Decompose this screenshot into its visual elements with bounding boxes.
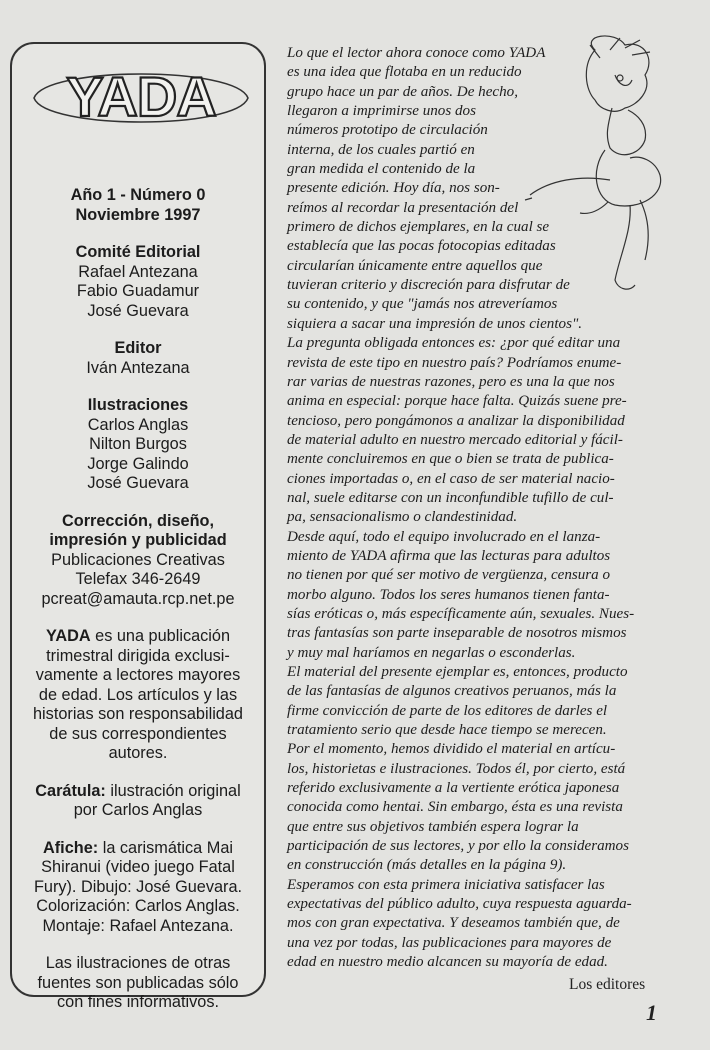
about-line: de edad. Los artículos y las — [38, 685, 238, 704]
editorial-line: y muy mal haríamos en negarlas o esconderlas. — [287, 644, 576, 661]
illustrator-name: José Guevara — [87, 474, 189, 492]
editorial-line: morbo alguno. Todos los seres humanos tienen fanta- — [287, 586, 610, 603]
credits-content — [20, 136, 256, 1031]
page-number: 1 — [646, 1000, 657, 1025]
editorial-line: mente concluiremos en que o bien se trata de publica- — [287, 451, 614, 468]
cover-line: ilustración original — [105, 781, 241, 800]
editorial-line: nal, suele editarse con un inconfundible tufillo de cul- — [287, 489, 614, 506]
disclaimer-line: con fines informativos. — [57, 993, 219, 1011]
editorial-line: sías eróticas o, más específicamente aún, sexuales. Nues- — [287, 605, 635, 622]
production-email: pcreat@amauta.rcp.net.pe — [41, 589, 235, 608]
about-bold: YADA — [45, 627, 91, 645]
editorial-line: una vez por todas, las publicaciones para mayores de — [287, 934, 612, 951]
committee-name: Fabio Guadamur — [76, 282, 200, 300]
editorial-line: llegaron a imprimirse unos dos — [287, 103, 476, 120]
production-section — [20, 512, 256, 610]
cover-line: por Carlos Anglas — [73, 801, 203, 819]
about-section — [20, 627, 256, 764]
editorial-line: ciones importadas o, en el caso de ser material nacio- — [287, 470, 615, 487]
cover-section — [20, 782, 256, 821]
cover-bold: Carátula: — [35, 781, 106, 800]
about-line: trimestral dirigida exclusi- — [46, 646, 230, 665]
issue-date: Noviembre 1997 — [75, 205, 201, 224]
editorial-line: reímos al recordar la presentación del — [287, 199, 519, 216]
editorial-paragraph — [287, 663, 697, 740]
illustrators-section — [20, 396, 256, 494]
illustrators-title: Ilustraciones — [87, 396, 189, 414]
illustrator-name: Jorge Galindo — [87, 454, 189, 473]
editorial-line: miento de YADA afirma que las lecturas para adultos — [287, 547, 611, 564]
editorial-line: gran medida el contenido de la — [287, 161, 476, 178]
about-line: autores. — [108, 744, 168, 762]
committee-name: José Guevara — [87, 301, 189, 320]
disclaimer-section — [20, 954, 256, 1013]
editor-title: Editor — [114, 339, 162, 357]
credits-sidebar — [10, 42, 266, 1011]
poster-line: Montaje: Rafael Antezana. — [42, 916, 234, 935]
editorial-line: circularían únicamente entre aquellos que — [287, 257, 543, 274]
about-line: historias son responsabilidad — [33, 705, 243, 723]
editorial-line: pa, sensacionalismo o clandestinidad. — [287, 509, 518, 526]
poster-line: la carismática Mai — [98, 838, 233, 857]
editorial-line: interna, de los cuales partió en — [287, 141, 475, 158]
poster-line: Colorización: Carlos Anglas. — [36, 897, 240, 915]
editorial-line: Por el momento, hemos dividido el material en artícu- — [287, 741, 616, 758]
editorial-line: no tienen por qué ser motivo de vergüenza, censura o — [287, 567, 611, 584]
disclaimer-line: fuentes son publicadas sólo — [37, 973, 239, 992]
editorial-line: de material adulto en nuestro mercado editorial y fácil- — [287, 431, 623, 448]
editorial-signature: Los editores — [569, 976, 646, 993]
editorial-line: Lo que el lector ahora conoce como YADA — [287, 45, 546, 61]
production-title: Corrección, diseño, — [62, 511, 214, 530]
production-title: impresión y publicidad — [49, 531, 227, 549]
editorial-line: revista de este tipo en nuestro país? Podríamos enume- — [287, 354, 622, 371]
editorial-paragraph — [287, 528, 697, 663]
editorial-paragraph — [287, 334, 697, 527]
editorial-line: expectativas del público adulto, cuya respuesta aguarda- — [287, 896, 632, 913]
editorial-line: en construcción (más detalles en la página 9). — [287, 857, 567, 874]
editorial-line: anima en especial: porque hace falta. Quizás suene pre- — [287, 393, 627, 410]
editorial-line: mos con gran expectativa. Y deseamos también que, de — [287, 915, 620, 932]
editorial-line: El material del presente ejemplar es, entonces, producto — [287, 664, 628, 680]
poster-line: Fury). Dibujo: José Guevara. — [33, 877, 243, 896]
editorial-paragraph — [287, 740, 697, 875]
about-line: vamente a lectores mayores — [35, 666, 241, 684]
editorial-paragraph — [287, 876, 697, 973]
editorial-line: tratamiento serio que desde hace tiempo se merecen. — [287, 722, 607, 739]
editorial-line: referido exclusivamente a la vertiente erótica japonesa — [287, 780, 620, 797]
editorial-line: edad en nuestro medio alcancen su mayoría de edad. — [287, 954, 608, 971]
editorial-line: rar varias de nuestras razones, pero es una la que nos — [287, 373, 615, 390]
editor-section — [20, 339, 256, 378]
editorial-committee — [20, 243, 256, 321]
production-phone: Telefax 346-2649 — [75, 570, 201, 588]
issue-info — [20, 186, 256, 225]
logo-text: YADA — [66, 65, 216, 128]
committee-name: Rafael Antezana — [78, 262, 198, 281]
editorial-line: tencioso, pero pongámonos a analizar la disponibilidad — [287, 412, 625, 429]
issue-number: Año 1 - Número 0 — [70, 186, 206, 204]
about-line: es una publicación — [90, 627, 231, 645]
committee-title: Comité Editorial — [75, 243, 201, 261]
editorial-line: Desde aquí, todo el equipo involucrado en el lanza- — [287, 528, 601, 545]
editorial-line: grupo hace un par de años. De hecho, — [287, 83, 518, 100]
editorial-line: participación de sus lectores, y por ello la consideramos — [287, 838, 629, 855]
editorial-line: tuvieran criterio y discreción para disfrutar de — [287, 277, 570, 294]
illustration-anime-girl — [520, 30, 670, 315]
editor-name: Iván Antezana — [86, 358, 190, 377]
editorial-line: tras fantasías son parte inseparable de nosotros mismos — [287, 625, 627, 642]
editorial-line: su contenido, y que "jamás nos atreveríamos — [287, 296, 558, 313]
editorial-line: establecía que las pocas fotocopias editadas — [287, 238, 556, 255]
editorial-line: presente edición. Hoy día, nos son- — [287, 180, 500, 197]
editorial-line: primero de dichos ejemplares, en la cual se — [287, 219, 550, 236]
production-company: Publicaciones Creativas — [51, 550, 225, 569]
editorial-line: conocida como hentai. Sin embargo, ésta es una revista — [287, 799, 623, 816]
poster-bold: Afiche: — [43, 838, 99, 857]
editorial-line: es una idea que flotaba en un reducido — [287, 64, 522, 81]
illustrator-name: Carlos Anglas — [87, 415, 189, 434]
poster-section — [20, 839, 256, 937]
illustrator-name: Nilton Burgos — [89, 435, 187, 453]
about-line: de sus correspondientes — [49, 724, 227, 743]
disclaimer-line: Las ilustraciones de otras — [45, 954, 231, 972]
editorial-line: Esperamos con esta primera iniciativa satisfacer las — [287, 876, 605, 893]
editorial-line: los, historietas e ilustraciones. Todos él, por cierto, está — [287, 760, 626, 777]
poster-line: Shiranui (video juego Fatal — [41, 858, 235, 876]
editorial-line: La pregunta obligada entonces es: ¿por qué editar una — [287, 335, 621, 352]
editorial-line: firme convicción de parte de los editores de darles el — [287, 702, 608, 719]
editorial-line: que entre sus objetivos también espera lograr la — [287, 818, 579, 835]
editorial-line: números prototipo de circulación — [287, 122, 488, 139]
editorial-line: siquiera a sacar una impresión de unos cientos". — [287, 315, 583, 332]
editorial-line: de las fantasías de algunos creativos peruanos, más la — [287, 683, 617, 700]
yada-logo — [26, 58, 256, 136]
